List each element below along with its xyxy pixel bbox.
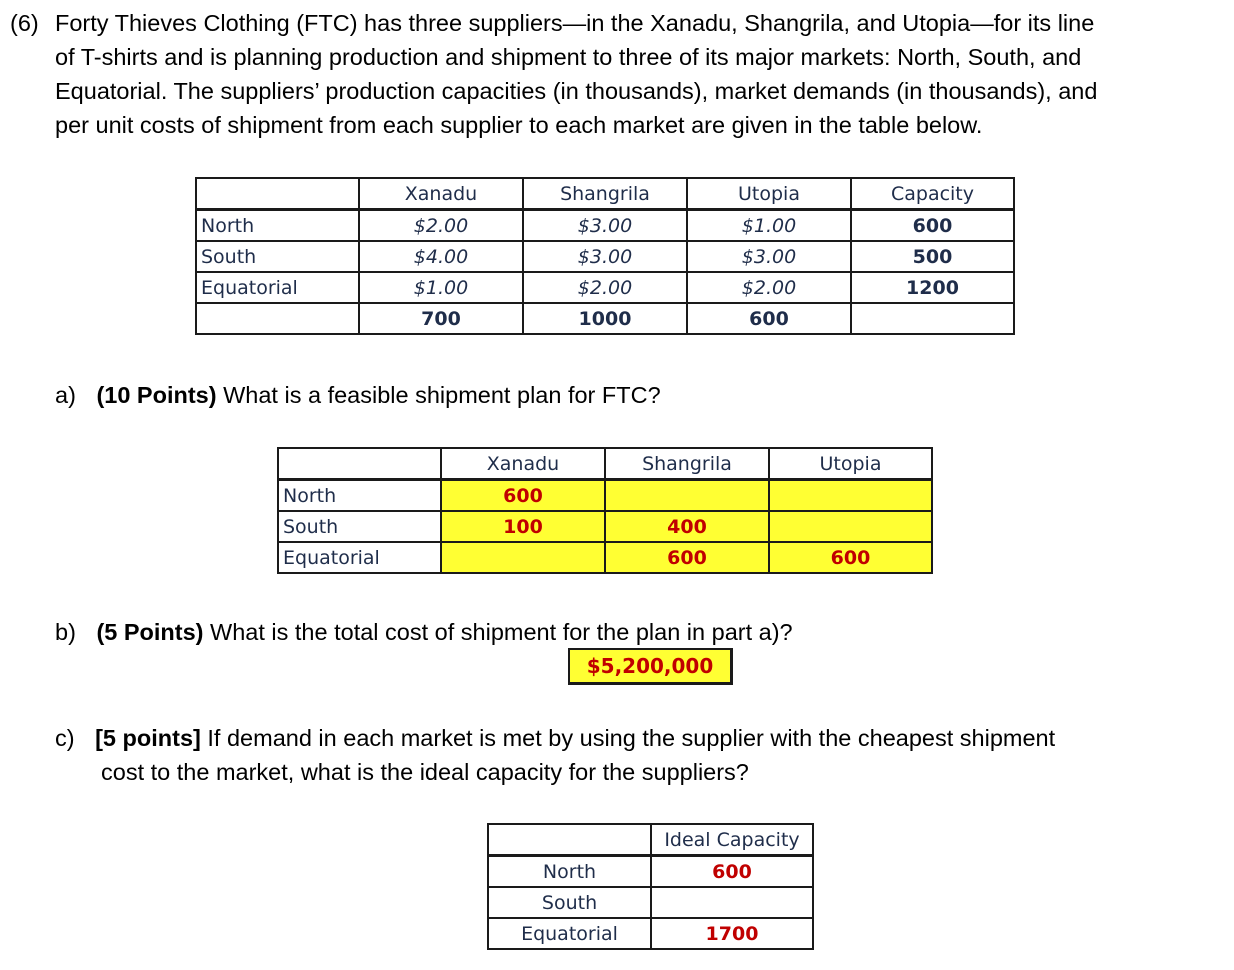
ideal-capacity-cell[interactable]: 600	[651, 856, 813, 888]
row-label-south: South	[196, 241, 359, 272]
demand-cell: 700	[359, 303, 523, 334]
header-xanadu: Xanadu	[359, 178, 523, 210]
ideal-capacity-cell[interactable]	[651, 887, 813, 918]
plan-header-row	[278, 448, 932, 480]
cost-table-corner	[196, 178, 359, 210]
cost-cell: $2.00	[359, 210, 523, 242]
cost-table	[195, 177, 1015, 335]
plan-header-utopia: Utopia	[769, 448, 932, 480]
table-row	[488, 856, 813, 888]
plan-label-equatorial: Equatorial	[278, 542, 441, 573]
capacity-cell: 1200	[851, 272, 1014, 303]
ideal-label-south: South	[488, 887, 651, 918]
cost-cell: $4.00	[359, 241, 523, 272]
part-c-text-1: If demand in each market is met by using the supplier with the cheapest shipment	[200, 725, 1056, 751]
table-row	[488, 918, 813, 949]
intro-line-4: per unit costs of shipment from each supplier to each market are given in the table below.	[55, 112, 983, 138]
ideal-capacity-table	[487, 823, 814, 950]
plan-input-cell[interactable]: 400	[605, 511, 769, 542]
capacity-cell: 500	[851, 241, 1014, 272]
header-utopia: Utopia	[687, 178, 851, 210]
intro-line-1: Forty Thieves Clothing (FTC) has three suppliers—in the Xanadu, Shangrila, and Utopia—for its line	[55, 10, 1095, 36]
ideal-label-equatorial: Equatorial	[488, 918, 651, 949]
plan-corner	[278, 448, 441, 480]
part-c-question	[55, 721, 1055, 756]
plan-input-cell[interactable]: 600	[441, 480, 605, 512]
part-b-points: (5 Points)	[96, 619, 204, 645]
ideal-corner	[488, 824, 651, 856]
demand-cell: 1000	[523, 303, 687, 334]
plan-header-xanadu: Xanadu	[441, 448, 605, 480]
shipment-plan-table	[277, 447, 933, 574]
table-row	[278, 480, 932, 512]
plan-label-south: South	[278, 511, 441, 542]
header-capacity: Capacity	[851, 178, 1014, 210]
plan-input-cell[interactable]: 600	[769, 542, 932, 573]
table-row	[196, 210, 1014, 242]
part-a-text: What is a feasible shipment plan for FTC?	[216, 382, 661, 408]
row-label-north: North	[196, 210, 359, 242]
plan-input-cell[interactable]	[441, 542, 605, 573]
ideal-capacity-cell[interactable]: 1700	[651, 918, 813, 949]
intro-line-2: of T-shirts and is planning production and shipment to three of its major markets: North, South, and	[55, 44, 1082, 70]
cost-cell: $3.00	[523, 241, 687, 272]
plan-label-north: North	[278, 480, 441, 512]
demand-row	[196, 303, 1014, 334]
table-row	[196, 241, 1014, 272]
cost-cell: $1.00	[359, 272, 523, 303]
part-b-question	[55, 615, 793, 650]
plan-input-cell[interactable]	[605, 480, 769, 512]
cost-table-header-row	[196, 178, 1014, 210]
table-row	[488, 887, 813, 918]
ideal-header-row	[488, 824, 813, 856]
demand-cell: 600	[687, 303, 851, 334]
plan-input-cell[interactable]: 600	[605, 542, 769, 573]
cost-cell: $1.00	[687, 210, 851, 242]
question-number: (6)	[10, 10, 39, 36]
plan-input-cell[interactable]	[769, 480, 932, 512]
total-cost-answer[interactable]: $5,200,000	[568, 648, 733, 685]
part-a-points: (10 Points)	[96, 382, 217, 408]
plan-input-cell[interactable]	[769, 511, 932, 542]
ideal-capacity-header: Ideal Capacity	[651, 824, 813, 856]
ideal-label-north: North	[488, 856, 651, 888]
plan-header-shangrila: Shangrila	[605, 448, 769, 480]
cost-cell: $2.00	[687, 272, 851, 303]
cost-cell: $3.00	[523, 210, 687, 242]
intro-line-3: Equatorial. The suppliers’ production capacities (in thousands), market demands (in thousands), and	[55, 78, 1098, 104]
part-b-letter: b)	[55, 619, 76, 645]
row-label-equatorial: Equatorial	[196, 272, 359, 303]
table-row	[196, 272, 1014, 303]
cost-cell: $2.00	[523, 272, 687, 303]
demand-row-empty	[851, 303, 1014, 334]
cost-cell: $3.00	[687, 241, 851, 272]
part-a-letter: a)	[55, 382, 76, 408]
table-row	[278, 542, 932, 573]
part-c-text-2: cost to the market, what is the ideal capacity for the suppliers?	[101, 759, 749, 785]
plan-input-cell[interactable]: 100	[441, 511, 605, 542]
table-row	[278, 511, 932, 542]
part-c-letter: c)	[55, 725, 75, 751]
part-c-points: [5 points]	[95, 725, 201, 751]
header-shangrila: Shangrila	[523, 178, 687, 210]
part-a-question	[55, 378, 661, 413]
capacity-cell: 600	[851, 210, 1014, 242]
demand-row-label	[196, 303, 359, 334]
part-b-text: What is the total cost of shipment for the plan in part a)?	[203, 619, 793, 645]
